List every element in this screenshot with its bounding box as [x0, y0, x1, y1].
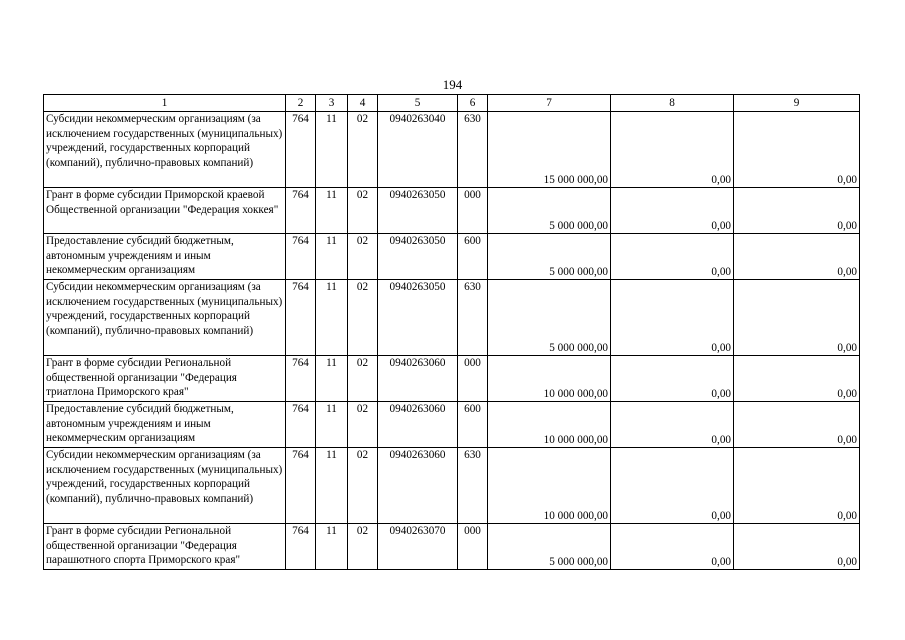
header-cell-7: 7 [488, 95, 611, 112]
row-amount-8: 0,00 [611, 188, 734, 234]
row-code-3: 11 [316, 112, 348, 188]
table-row [44, 448, 860, 524]
page-number: 194 [442, 77, 463, 92]
row-amount-9: 0,00 [734, 356, 860, 402]
row-code-5: 0940263050 [378, 188, 458, 234]
header-cell-5: 5 [378, 95, 458, 112]
row-amount-7: 10 000 000,00 [488, 356, 611, 402]
table-row [44, 188, 860, 234]
row-name: Предоставление субсидий бюджетным, автономным учреждениям и иным некоммерческим организациям [44, 234, 286, 280]
row-code-3: 11 [316, 356, 348, 402]
row-code-3: 11 [316, 448, 348, 524]
header-cell-6: 6 [458, 95, 488, 112]
row-amount-9: 0,00 [734, 234, 860, 280]
header-cell-1: 1 [44, 95, 286, 112]
row-code-6: 600 [458, 402, 488, 448]
row-code-6: 630 [458, 448, 488, 524]
row-code-4: 02 [348, 356, 378, 402]
row-code-4: 02 [348, 448, 378, 524]
row-code-2: 764 [286, 356, 316, 402]
row-amount-7: 5 000 000,00 [488, 524, 611, 570]
row-name: Субсидии некоммерческим организациям (за исключением государственных (муниципальных) учреждений, государственных корпораций (компаний), публично-правовых компаний) [44, 112, 286, 188]
table-row [44, 112, 860, 188]
row-code-5: 0940263060 [378, 402, 458, 448]
row-amount-8: 0,00 [611, 280, 734, 356]
row-code-5: 0940263070 [378, 524, 458, 570]
header-cell-9: 9 [734, 95, 860, 112]
row-code-3: 11 [316, 402, 348, 448]
row-code-2: 764 [286, 112, 316, 188]
row-code-6: 000 [458, 188, 488, 234]
row-code-4: 02 [348, 234, 378, 280]
row-code-2: 764 [286, 524, 316, 570]
row-code-5: 0940263060 [378, 356, 458, 402]
row-name: Субсидии некоммерческим организациям (за исключением государственных (муниципальных) учреждений, государственных корпораций (компаний), публично-правовых компаний) [44, 448, 286, 524]
row-code-5: 0940263060 [378, 448, 458, 524]
row-code-4: 02 [348, 524, 378, 570]
table-row [44, 524, 860, 570]
row-code-5: 0940263050 [378, 234, 458, 280]
row-amount-7: 10 000 000,00 [488, 448, 611, 524]
table-row [44, 356, 860, 402]
row-amount-7: 15 000 000,00 [488, 112, 611, 188]
row-name: Предоставление субсидий бюджетным, автономным учреждениям и иным некоммерческим организациям [44, 402, 286, 448]
row-code-3: 11 [316, 524, 348, 570]
row-amount-9: 0,00 [734, 188, 860, 234]
header-cell-8: 8 [611, 95, 734, 112]
row-code-5: 0940263050 [378, 280, 458, 356]
row-amount-8: 0,00 [611, 112, 734, 188]
row-amount-8: 0,00 [611, 402, 734, 448]
row-code-4: 02 [348, 112, 378, 188]
row-code-2: 764 [286, 234, 316, 280]
row-amount-9: 0,00 [734, 524, 860, 570]
table-row [44, 402, 860, 448]
row-amount-8: 0,00 [611, 448, 734, 524]
row-code-3: 11 [316, 234, 348, 280]
row-name: Грант в форме субсидии Региональной общественной организации "Федерация триатлона Приморского края" [44, 356, 286, 402]
row-code-3: 11 [316, 280, 348, 356]
row-amount-7: 5 000 000,00 [488, 280, 611, 356]
row-amount-8: 0,00 [611, 524, 734, 570]
row-code-6: 630 [458, 112, 488, 188]
row-name: Грант в форме субсидии Приморской краевой Общественной организации "Федерация хоккея" [44, 188, 286, 234]
row-code-2: 764 [286, 402, 316, 448]
row-code-2: 764 [286, 448, 316, 524]
row-code-3: 11 [316, 188, 348, 234]
row-amount-9: 0,00 [734, 280, 860, 356]
row-amount-8: 0,00 [611, 234, 734, 280]
row-amount-7: 10 000 000,00 [488, 402, 611, 448]
header-cell-2: 2 [286, 95, 316, 112]
row-code-6: 600 [458, 234, 488, 280]
budget-table [43, 94, 860, 570]
row-code-4: 02 [348, 188, 378, 234]
row-amount-7: 5 000 000,00 [488, 188, 611, 234]
table-row [44, 234, 860, 280]
row-amount-7: 5 000 000,00 [488, 234, 611, 280]
table-row [44, 280, 860, 356]
row-code-2: 764 [286, 280, 316, 356]
header-cell-4: 4 [348, 95, 378, 112]
row-code-6: 000 [458, 524, 488, 570]
row-code-2: 764 [286, 188, 316, 234]
row-code-4: 02 [348, 280, 378, 356]
row-name: Субсидии некоммерческим организациям (за исключением государственных (муниципальных) учреждений, государственных корпораций (компаний), публично-правовых компаний) [44, 280, 286, 356]
header-cell-3: 3 [316, 95, 348, 112]
row-name: Грант в форме субсидии Региональной общественной организации "Федерация парашютного спорта Приморского края" [44, 524, 286, 570]
row-amount-9: 0,00 [734, 112, 860, 188]
row-code-4: 02 [348, 402, 378, 448]
header-row [44, 95, 860, 112]
row-amount-9: 0,00 [734, 402, 860, 448]
row-amount-9: 0,00 [734, 448, 860, 524]
row-amount-8: 0,00 [611, 356, 734, 402]
row-code-5: 0940263040 [378, 112, 458, 188]
row-code-6: 630 [458, 280, 488, 356]
row-code-6: 000 [458, 356, 488, 402]
